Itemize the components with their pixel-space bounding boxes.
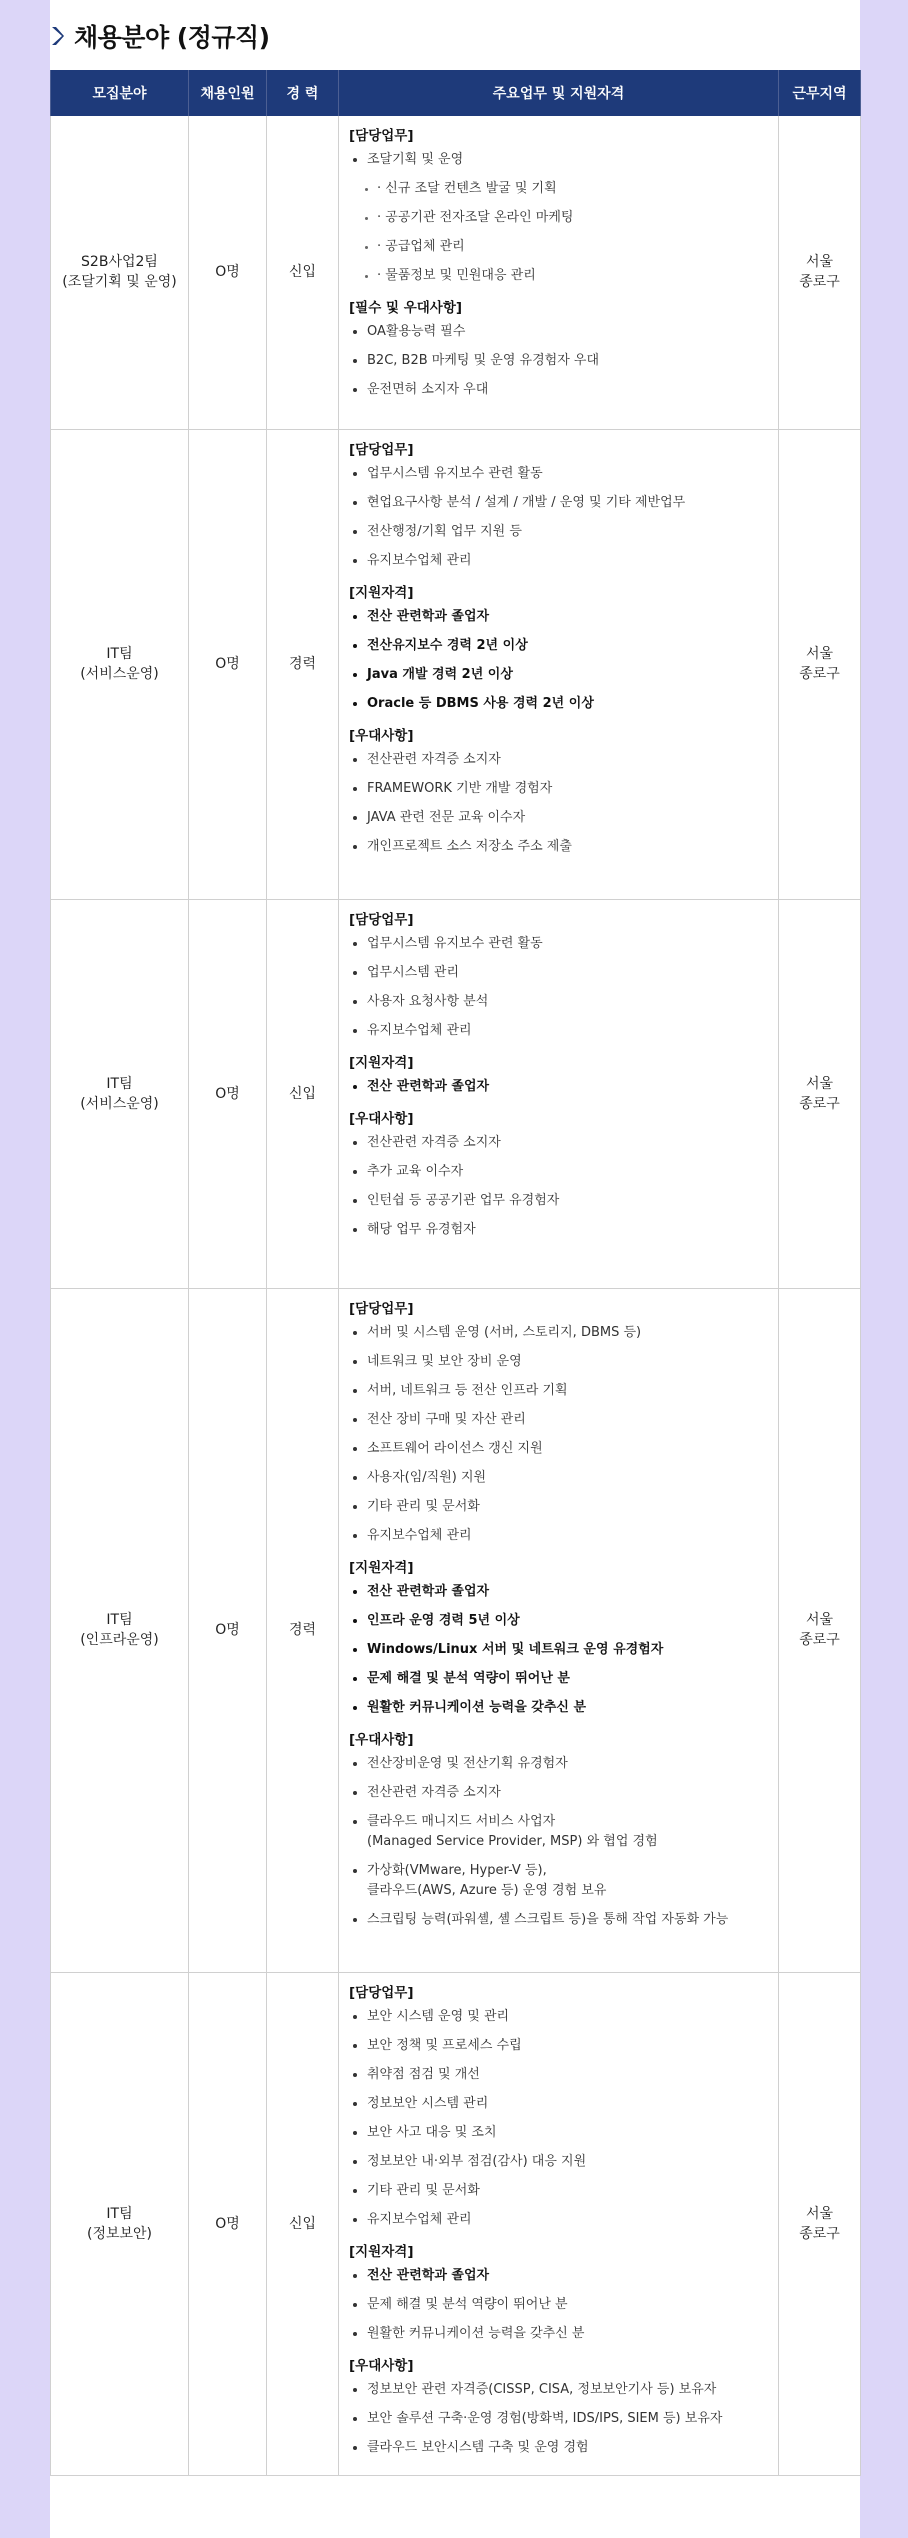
list-item: 전산관련 자격증 소지자 [349,750,770,770]
list-item: Windows/Linux 서버 및 네트워크 운영 유경험자 [349,1640,770,1660]
list-item: 전산장비운영 및 전산기획 유경험자 [349,1754,770,1774]
group-title: [담당업무] [349,911,414,928]
list-item: 전산 관련학과 졸업자 [349,1077,770,1097]
count-cell: O명 [189,116,267,429]
section-heading [50,14,270,58]
field-name: S2B사업2팀 [81,254,158,271]
group-title: [담당업무] [349,1300,414,1317]
location-district: 종로구 [799,1095,840,1112]
list-item: 조달기획 및 운영 [349,150,770,170]
group-title: [필수 및 우대사항] [349,300,463,316]
list-item: 현업요구사항 분석 / 설계 / 개발 / 운영 및 기타 제반업무 [349,493,770,513]
list-item: JAVA 관련 전문 교육 이수자 [349,808,770,828]
group-list [349,1754,770,1930]
list-item: Oracle 등 DBMS 사용 경력 2년 이상 [349,694,770,714]
list-item: 클라우드 보안시스템 구축 및 운영 경험 [349,2438,770,2458]
group-list [349,150,770,286]
count-cell: O명 [189,899,267,1288]
location-district: 종로구 [799,666,840,682]
list-item: 서버, 네트워크 등 전산 인프라 기획 [349,1381,770,1401]
table-row [51,1972,861,2475]
group-title: [우대사항] [349,727,414,744]
list-item: 보안 정책 및 프로세스 수립 [349,2036,770,2056]
group-list [349,1323,770,1546]
field-detail: (조달기획 및 운영) [62,274,177,291]
career-cell: 신입 [267,1972,339,2475]
group-list [349,1133,770,1240]
list-item: 유지보수업체 관리 [349,551,770,571]
table-header-row [51,70,861,116]
group-title: [지원자격] [349,1559,414,1576]
table-row [51,899,861,1288]
list-item: Java 개발 경력 2년 이상 [349,665,770,685]
list-item: 전산관련 자격증 소지자 [349,1133,770,1153]
list-item: 클라우드 매니지드 서비스 사업자 (Managed Service Provider, MSP) 와 협업 경험 [349,1812,770,1852]
location-cell [779,116,861,429]
list-item: 유지보수업체 관리 [349,1021,770,1041]
field-name: IT팀 [106,646,133,662]
field-name: IT팀 [106,1612,133,1628]
location-cell [779,1288,861,1972]
list-item: 전산 관련학과 졸업자 [349,1582,770,1602]
group-list [349,2007,770,2230]
list-item: · 공급업체 관리 [349,237,770,257]
list-item: 전산 관련학과 졸업자 [349,2266,770,2286]
list-item: · 신규 조달 컨텐츠 발굴 및 기획 [349,179,770,199]
list-item: 소프트웨어 라이선스 갱신 지원 [349,1439,770,1459]
list-item: 기타 관리 및 문서화 [349,1497,770,1517]
career-cell: 신입 [267,899,339,1288]
field-detail: (정보보안) [86,2225,153,2242]
field-cell [51,429,189,899]
list-item: 운전면허 소지자 우대 [349,380,770,400]
field-name: IT팀 [106,1075,133,1092]
list-item: 가상화(VMware, Hyper-V 등), 클라우드(AWS, Azure 등) 운영 경험 보유 [349,1861,770,1901]
field-cell [51,1288,189,1972]
group-title: [지원자격] [349,2243,414,2260]
list-item: 네트워크 및 보안 장비 운영 [349,1352,770,1372]
location-district: 종로구 [799,1632,840,1648]
location-district: 종로구 [799,274,840,291]
list-item: 정보보안 시스템 관리 [349,2094,770,2114]
list-item: 서버 및 시스템 운영 (서버, 스토리지, DBMS 등) [349,1323,770,1343]
group-list [349,607,770,714]
list-item: 원활한 커뮤니케이션 능력을 갖추신 분 [349,2324,770,2344]
field-cell [51,116,189,429]
list-item: 추가 교육 이수자 [349,1162,770,1182]
header-career: 경 력 [267,70,339,116]
career-cell: 경력 [267,429,339,899]
location-city: 서울 [805,1612,834,1628]
location-city: 서울 [805,646,834,662]
list-item: 취약점 점검 및 개선 [349,2065,770,2085]
list-item: 보안 사고 대응 및 조치 [349,2123,770,2143]
group-title: [지원자격] [349,1054,414,1071]
list-item: 전산유지보수 경력 2년 이상 [349,636,770,656]
group-title: [우대사항] [349,2357,414,2374]
list-item: 업무시스템 유지보수 관련 활동 [349,464,770,484]
location-city: 서울 [805,2205,834,2222]
group-title: [우대사항] [349,1731,414,1748]
list-item: 보안 솔루션 구축·운영 경험(방화벽, IDS/IPS, SIEM 등) 보유자 [349,2409,770,2429]
list-item: 인턴쉽 등 공공기관 업무 유경험자 [349,1191,770,1211]
list-item: 전산 장비 구매 및 자산 관리 [349,1410,770,1430]
duty-cell [339,899,779,1288]
location-district: 종로구 [799,2225,840,2242]
field-name: IT팀 [106,2205,133,2222]
duty-cell [339,1288,779,1972]
header-duty: 주요업무 및 지원자격 [339,70,779,116]
list-item: 사용자(임/직원) 지원 [349,1468,770,1488]
group-title: [지원자격] [349,584,414,601]
field-detail: (인프라운영) [80,1632,159,1648]
group-title: [우대사항] [349,1110,414,1127]
location-city: 서울 [805,1075,834,1092]
list-item: OA활용능력 필수 [349,322,770,342]
list-item: 기타 관리 및 문서화 [349,2181,770,2201]
list-item: 업무시스템 유지보수 관련 활동 [349,934,770,954]
header-location: 근무지역 [779,70,861,116]
location-cell [779,899,861,1288]
group-list [349,464,770,571]
group-list [349,322,770,400]
duty-cell [339,116,779,429]
list-item: 스크립팅 능력(파워셸, 셸 스크립트 등)을 통해 작업 자동화 가능 [349,1910,770,1930]
list-item: 유지보수업체 관리 [349,1526,770,1546]
group-list [349,2380,770,2458]
list-item: 해당 업무 유경험자 [349,1220,770,1240]
list-item: 유지보수업체 관리 [349,2210,770,2230]
duty-cell [339,429,779,899]
group-list [349,1582,770,1718]
page [50,0,860,2538]
field-detail: (서비스운영) [80,1095,159,1112]
list-item: 인프라 운영 경력 5년 이상 [349,1611,770,1631]
heading-mark-icon [50,25,66,47]
section-title: 채용분야 (정규직) [74,23,270,52]
group-list [349,1077,770,1097]
list-item: 보안 시스템 운영 및 관리 [349,2007,770,2027]
list-item: 전산관련 자격증 소지자 [349,1783,770,1803]
list-item: B2C, B2B 마케팅 및 운영 유경험자 우대 [349,351,770,371]
header-field: 모집분야 [51,70,189,116]
location-cell [779,1972,861,2475]
group-title: [담당업무] [349,441,414,458]
table-row [51,116,861,429]
group-list [349,750,770,857]
location-cell [779,429,861,899]
count-cell: O명 [189,1288,267,1972]
career-cell: 경력 [267,1288,339,1972]
list-item: · 물품정보 및 민원대응 관리 [349,266,770,286]
field-cell [51,899,189,1288]
count-cell: O명 [189,1972,267,2475]
list-item: 사용자 요청사항 분석 [349,992,770,1012]
list-item: 원활한 커뮤니케이션 능력을 갖추신 분 [349,1698,770,1718]
table-row [51,429,861,899]
recruit-table-body [51,116,861,2475]
group-list [349,934,770,1041]
table-row [51,1288,861,1972]
group-title: [담당업무] [349,1984,414,2001]
list-item: FRAMEWORK 기반 개발 경험자 [349,779,770,799]
duty-cell [339,1972,779,2475]
list-item: 개인프로젝트 소스 저장소 주소 제출 [349,837,770,857]
list-item: 정보보안 관련 자격증(CISSP, CISA, 정보보안기사 등) 보유자 [349,2380,770,2400]
count-cell: O명 [189,429,267,899]
recruit-table [50,70,861,2476]
list-item: 전산행정/기획 업무 지원 등 [349,522,770,542]
group-title: [담당업무] [349,128,414,144]
list-item: · 공공기관 전자조달 온라인 마케팅 [349,208,770,228]
list-item: 업무시스템 관리 [349,963,770,983]
career-cell: 신입 [267,116,339,429]
group-list [349,2266,770,2344]
list-item: 문제 해결 및 분석 역량이 뛰어난 분 [349,2295,770,2315]
header-count: 채용인원 [189,70,267,116]
list-item: 전산 관련학과 졸업자 [349,607,770,627]
list-item: 문제 해결 및 분석 역량이 뛰어난 분 [349,1669,770,1689]
field-cell [51,1972,189,2475]
field-detail: (서비스운영) [80,666,159,682]
list-item: 정보보안 내·외부 점검(감사) 대응 지원 [349,2152,770,2172]
location-city: 서울 [805,254,834,271]
